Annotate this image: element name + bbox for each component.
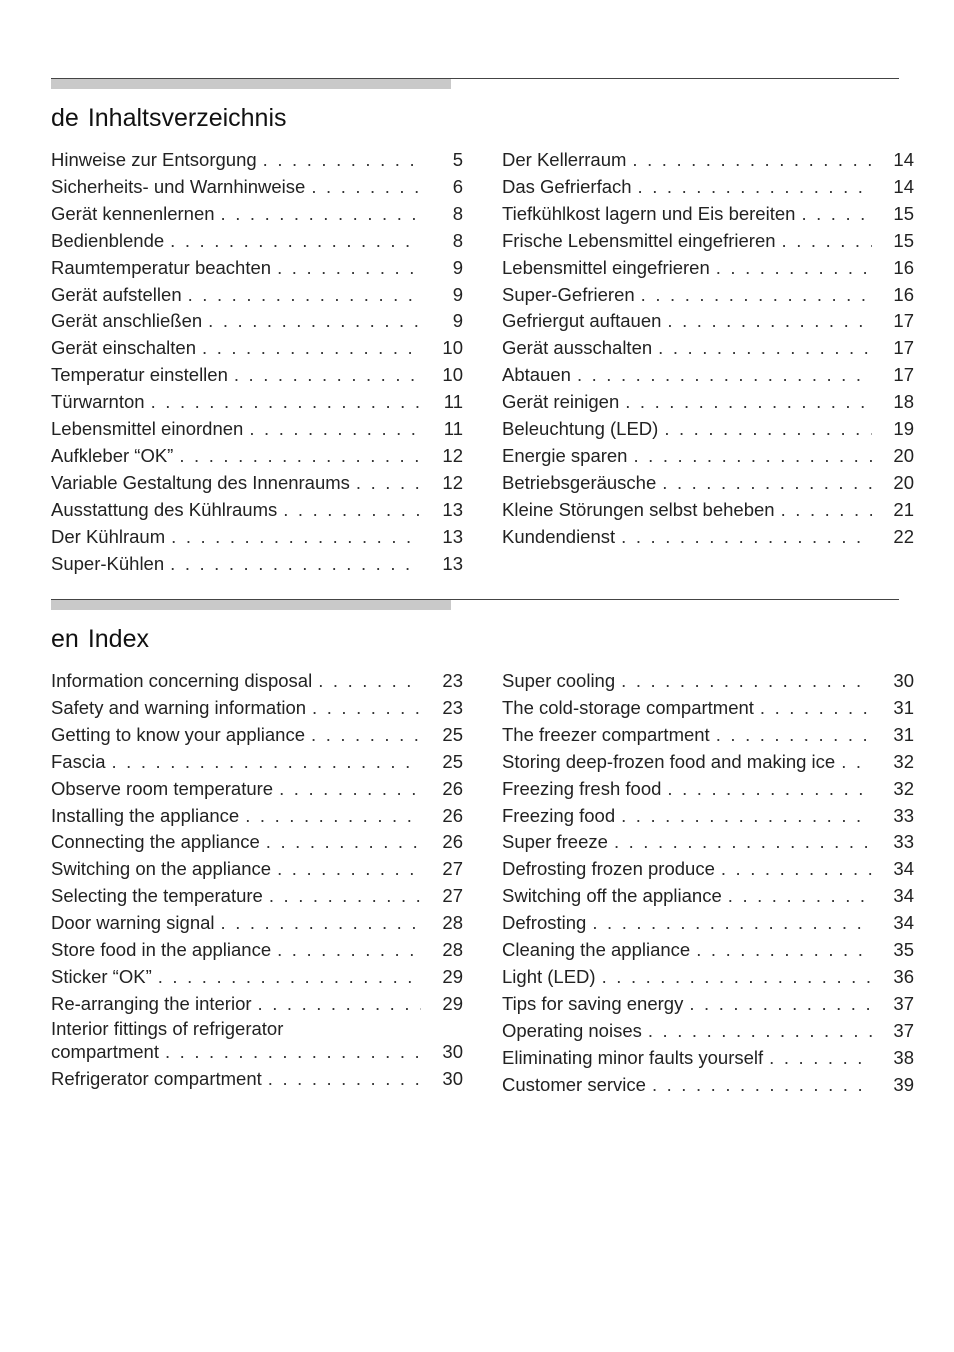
toc-entry-page: 22: [893, 525, 914, 547]
toc-entry-label: Kundendienst: [502, 525, 616, 547]
toc-entry[interactable]: [502, 416, 914, 443]
toc-entry[interactable]: [51, 937, 463, 964]
dot-leader: [263, 147, 421, 174]
toc-entry-page: 32: [893, 750, 914, 772]
toc-entry-page: 37: [893, 992, 914, 1014]
dot-leader: [664, 416, 872, 443]
dot-leader: [696, 937, 872, 964]
toc-entry-page: 8: [452, 202, 463, 224]
toc-entry[interactable]: [51, 416, 463, 443]
toc-entry-label: Bedienblende: [51, 229, 165, 251]
toc-entry-page: 27: [442, 885, 463, 907]
toc-entry-label: Store food in the appliance: [51, 939, 272, 961]
toc-entry-label: Gerät ausschalten: [502, 337, 653, 359]
toc-entry[interactable]: [51, 201, 463, 228]
toc-entry[interactable]: [502, 991, 914, 1018]
toc-entry[interactable]: [51, 443, 463, 470]
toc-entry-page: 39: [893, 1073, 914, 1095]
toc-entry[interactable]: [502, 443, 914, 470]
toc-entry-label: Ausstattung des Kühlraums: [51, 498, 278, 520]
dot-leader: [179, 443, 421, 470]
toc-entry-label: Super cooling: [502, 670, 616, 691]
toc-entry[interactable]: [502, 524, 914, 551]
toc-entry-page: 6: [452, 175, 463, 197]
toc-entry[interactable]: [502, 856, 914, 883]
toc-entry-page: 31: [893, 696, 914, 718]
toc-entry-label: Getting to know your appliance: [51, 723, 306, 745]
toc-entry-label: Türwarnton: [51, 391, 145, 413]
toc-entry[interactable]: [51, 362, 463, 389]
toc-entry-label: Energie sparen: [502, 444, 628, 466]
toc-entry[interactable]: [502, 174, 914, 201]
dot-leader: [689, 991, 872, 1018]
language-code: en: [51, 625, 79, 653]
toc-entry-label: Fascia: [51, 750, 106, 772]
toc-entry[interactable]: [502, 282, 914, 309]
dot-leader: [165, 1039, 421, 1066]
toc-entry[interactable]: [51, 668, 463, 695]
dot-leader: [249, 416, 421, 443]
toc-entry[interactable]: [51, 1017, 463, 1066]
dot-leader: [638, 174, 872, 201]
dot-leader: [258, 991, 421, 1018]
dot-leader: [202, 335, 421, 362]
toc-entry-label: Temperatur einstellen: [51, 364, 228, 386]
toc-entry[interactable]: [51, 335, 463, 362]
dot-leader: [782, 228, 872, 255]
dot-leader: [171, 524, 421, 551]
toc-entry[interactable]: [51, 856, 463, 883]
toc-entry[interactable]: [502, 228, 914, 255]
dot-leader: [781, 497, 872, 524]
toc-entry-page: 29: [442, 965, 463, 987]
toc-entry[interactable]: [51, 910, 463, 937]
dot-leader: [621, 668, 872, 695]
toc-entry[interactable]: [502, 937, 914, 964]
dot-leader: [621, 803, 872, 830]
toc-entry-label: Lebensmittel einordnen: [51, 418, 244, 440]
toc-entry-page: 13: [442, 498, 463, 520]
dot-leader: [266, 829, 421, 856]
toc-entry[interactable]: [502, 749, 914, 776]
section-heading: [51, 102, 899, 134]
toc-entry[interactable]: [51, 524, 463, 551]
toc-entry-page: 12: [442, 444, 463, 466]
dot-leader: [318, 668, 421, 695]
toc-entry-page: 9: [452, 256, 463, 278]
toc-entry[interactable]: [502, 335, 914, 362]
dot-leader: [234, 362, 421, 389]
toc-entry-label: Tips for saving energy: [502, 992, 684, 1014]
toc-entry-page: 14: [893, 175, 914, 197]
dot-leader: [170, 551, 421, 578]
section-title: Inhaltsverzeichnis: [87, 104, 287, 132]
dot-leader: [311, 722, 421, 749]
dot-leader: [662, 470, 872, 497]
toc-entry[interactable]: [502, 147, 914, 174]
toc-entry-label: Gerät einschalten: [51, 337, 197, 359]
toc-entry-page: 26: [442, 777, 463, 799]
toc-entry-page: 8: [452, 229, 463, 251]
toc-entry-label: Gerät aufstellen: [51, 283, 182, 305]
toc-entry-page: 38: [893, 1046, 914, 1068]
toc-entry-page: 17: [893, 337, 914, 359]
toc-entry-label: The cold-storage compartment: [502, 696, 754, 718]
toc-entry-page: 14: [893, 149, 914, 170]
section-rule: [51, 599, 899, 611]
section-rule: [51, 78, 899, 90]
dot-leader: [188, 282, 421, 309]
toc-entry[interactable]: [502, 1045, 914, 1072]
toc-entry[interactable]: [502, 308, 914, 335]
toc-entry-label: Hinweise zur Entsorgung: [51, 149, 257, 170]
toc-entry-label: Defrosting frozen produce: [502, 858, 715, 880]
toc-entry-page: 17: [893, 364, 914, 386]
toc-entry[interactable]: [51, 255, 463, 282]
dot-leader: [221, 910, 421, 937]
toc-entry-page: 5: [452, 149, 463, 170]
toc-entry-label: Das Gefrierfach: [502, 175, 632, 197]
toc-entry-page: 33: [893, 804, 914, 826]
toc-entry[interactable]: [502, 497, 914, 524]
dot-leader: [721, 856, 872, 883]
toc-entry[interactable]: [51, 228, 463, 255]
dot-leader: [221, 201, 421, 228]
toc-entry[interactable]: [502, 803, 914, 830]
dot-leader: [614, 829, 872, 856]
language-code: de: [51, 104, 79, 132]
toc-entry[interactable]: [51, 551, 463, 578]
toc-entry[interactable]: [502, 362, 914, 389]
toc-entry-page: 21: [893, 498, 914, 520]
toc-entry[interactable]: [51, 308, 463, 335]
toc-entry[interactable]: [51, 883, 463, 910]
toc-entry-page: 34: [893, 885, 914, 907]
toc-entry-label: Der Kellerraum: [502, 149, 627, 170]
toc-entry-label: Super-Gefrieren: [502, 283, 635, 305]
toc-entry[interactable]: [51, 695, 463, 722]
toc-entry-page: 19: [893, 418, 914, 440]
toc-entry-page: 16: [893, 283, 914, 305]
toc-entry-page: 10: [442, 364, 463, 386]
toc-entry-page: 15: [893, 229, 914, 251]
dot-leader: [592, 910, 872, 937]
toc-entry[interactable]: [51, 147, 463, 174]
toc-entry-page: 28: [442, 912, 463, 934]
toc-entry[interactable]: [51, 470, 463, 497]
toc-column-left: [51, 147, 463, 578]
toc-entry-page: 20: [893, 444, 914, 466]
toc-entry-label: Defrosting: [502, 912, 587, 934]
toc-entry[interactable]: [51, 829, 463, 856]
dot-leader: [716, 255, 872, 282]
dot-leader: [577, 362, 872, 389]
dot-leader: [311, 174, 421, 201]
toc-entry-page: 23: [442, 670, 463, 691]
dot-leader: [112, 749, 422, 776]
toc-section-en: [51, 599, 914, 1095]
dot-leader: [633, 443, 872, 470]
dot-leader: [769, 1045, 872, 1072]
dot-leader: [277, 255, 421, 282]
dot-leader: [312, 695, 421, 722]
dot-leader: [652, 1072, 872, 1099]
dot-leader: [170, 228, 421, 255]
toc-entry-page: 32: [893, 777, 914, 799]
toc-entry[interactable]: [502, 668, 914, 695]
toc-entry-page: 11: [443, 418, 463, 440]
dot-leader: [269, 883, 421, 910]
toc-entry-label: The freezer compartment: [502, 723, 710, 745]
toc-entry-label: Raumtemperatur beachten: [51, 256, 272, 278]
toc-entry-page: 35: [893, 939, 914, 961]
toc-entry-page: 30: [442, 1067, 463, 1089]
toc-entry-label: Aufkleber “OK”: [51, 444, 174, 466]
section-heading: [51, 623, 899, 655]
toc-entry[interactable]: [502, 910, 914, 937]
dot-leader: [728, 883, 872, 910]
toc-entry[interactable]: [51, 749, 463, 776]
toc-entry[interactable]: [502, 829, 914, 856]
toc-entry[interactable]: [51, 389, 463, 416]
toc-entry-label: Refrigerator compartment: [51, 1067, 262, 1089]
toc-entry-label: Beleuchtung (LED): [502, 418, 659, 440]
toc-entry-page: 30: [893, 670, 914, 691]
toc-entry-page: 12: [442, 471, 463, 493]
toc-entry-page: 29: [442, 992, 463, 1014]
toc-entry-page: 34: [893, 912, 914, 934]
toc-entry-label: Gerät reinigen: [502, 391, 620, 413]
toc-entry-page: 36: [893, 965, 914, 987]
toc-entry-page: 30: [442, 1040, 463, 1062]
toc-entry-page: 13: [442, 525, 463, 547]
toc-entry[interactable]: [502, 883, 914, 910]
toc-entry-label: Operating noises: [502, 1019, 642, 1041]
toc-entry-label: Kleine Störungen selbst beheben: [502, 498, 775, 520]
toc-entry-label: Sticker “OK”: [51, 965, 152, 987]
toc-entry[interactable]: [502, 776, 914, 803]
toc-entry-label: Interior fittings of refrigerator: [51, 1017, 284, 1039]
dot-leader: [841, 749, 872, 776]
toc-entry[interactable]: [51, 964, 463, 991]
toc-entry-label: Variable Gestaltung des Innenraums: [51, 471, 350, 493]
toc-entry-label: Information concerning disposal: [51, 670, 313, 691]
dot-leader: [760, 695, 872, 722]
toc-entry-page: 9: [452, 283, 463, 305]
toc-entry-page: 33: [893, 831, 914, 853]
toc-entry-page: 28: [442, 939, 463, 961]
dot-leader: [658, 335, 872, 362]
toc-entry-label: Storing deep-frozen food and making ice: [502, 750, 836, 772]
toc-entry[interactable]: [502, 470, 914, 497]
toc-entry[interactable]: [51, 722, 463, 749]
toc-entry-page: 26: [442, 831, 463, 853]
toc-entry-label: Switching on the appliance: [51, 858, 272, 880]
toc-entry-label: Cleaning the appliance: [502, 939, 691, 961]
toc-entry[interactable]: [51, 776, 463, 803]
dot-leader: [208, 308, 421, 335]
toc-entry-label: Abtauen: [502, 364, 571, 386]
toc-entry-label: Selecting the temperature: [51, 885, 263, 907]
dot-leader: [625, 389, 872, 416]
toc-entry-page: 25: [442, 723, 463, 745]
dot-leader: [632, 147, 872, 174]
toc-entry-label: Door warning signal: [51, 912, 215, 934]
dot-leader: [801, 201, 872, 228]
dot-leader: [621, 524, 872, 551]
toc-entry-label: Customer service: [502, 1073, 646, 1095]
dot-leader: [277, 856, 421, 883]
toc-entry-page: 18: [893, 391, 914, 413]
toc-entry-label: Gefriergut auftauen: [502, 310, 662, 332]
dot-leader: [667, 308, 872, 335]
toc-entry-label: Tiefkühlkost lagern und Eis bereiten: [502, 202, 796, 224]
toc-entry-label: Frische Lebensmittel eingefrieren: [502, 229, 776, 251]
toc-entry[interactable]: [502, 201, 914, 228]
toc-entry-page: 20: [893, 471, 914, 493]
toc-entry[interactable]: [502, 1018, 914, 1045]
toc-entry-label: Installing the appliance: [51, 804, 240, 826]
toc-entry[interactable]: [51, 282, 463, 309]
dot-leader: [602, 964, 872, 991]
toc-entry-page: 23: [442, 696, 463, 718]
toc-entry-label: Betriebsgeräusche: [502, 471, 657, 493]
dot-leader: [245, 803, 421, 830]
toc-entry-label: Gerät anschließen: [51, 310, 203, 332]
toc-entry-label: Light (LED): [502, 965, 596, 987]
section-title: Index: [87, 625, 149, 653]
toc-entry-label: Freezing food: [502, 804, 616, 826]
toc-entry-label: Connecting the appliance: [51, 831, 260, 853]
dot-leader: [277, 937, 421, 964]
toc-entry[interactable]: [502, 389, 914, 416]
toc-column-right: [502, 668, 914, 1099]
toc-entry-page: 31: [893, 723, 914, 745]
toc-entry-label: Super freeze: [502, 831, 608, 853]
toc-entry-page: 17: [893, 310, 914, 332]
toc-entry-page: 10: [442, 337, 463, 359]
toc-entry-page: 34: [893, 858, 914, 880]
toc-entry-page: 25: [442, 750, 463, 772]
dot-leader: [283, 497, 421, 524]
toc-entry-page: 27: [442, 858, 463, 880]
toc-entry-page: 26: [442, 804, 463, 826]
toc-entry-label-continued: compartment: [51, 1040, 159, 1062]
toc-entry-label: Safety and warning information: [51, 696, 307, 718]
toc-entry[interactable]: [51, 803, 463, 830]
dot-leader: [641, 282, 872, 309]
toc-entry-page: 13: [442, 552, 463, 574]
toc-entry-label: Switching off the appliance: [502, 885, 722, 907]
dot-leader: [158, 964, 421, 991]
toc-entry-label: Lebensmittel eingefrieren: [502, 256, 710, 278]
toc-entry-page: 15: [893, 202, 914, 224]
toc-entry[interactable]: [502, 695, 914, 722]
toc-column-left: [51, 668, 463, 1093]
dot-leader: [151, 389, 421, 416]
toc-entry[interactable]: [51, 174, 463, 201]
toc-entry-page: 37: [893, 1019, 914, 1041]
toc-entry-page: 16: [893, 256, 914, 278]
toc-entry-label: Gerät kennenlernen: [51, 202, 215, 224]
toc-entry-label: Eliminating minor faults yourself: [502, 1046, 764, 1068]
toc-entry[interactable]: [51, 991, 463, 1018]
toc-column-right: [502, 147, 914, 551]
dot-leader: [648, 1018, 872, 1045]
toc-entry-label: Super-Kühlen: [51, 552, 165, 574]
dot-leader: [279, 776, 421, 803]
toc-entry-page: 9: [452, 310, 463, 332]
toc-section-de: [51, 78, 914, 574]
toc-entry[interactable]: [51, 497, 463, 524]
toc-entry[interactable]: [502, 964, 914, 991]
toc-entry[interactable]: [502, 722, 914, 749]
dot-leader: [716, 722, 872, 749]
toc-entry-label: Observe room temperature: [51, 777, 274, 799]
toc-entry[interactable]: [502, 255, 914, 282]
toc-entry[interactable]: [51, 1066, 463, 1093]
toc-entry-label: Freezing fresh food: [502, 777, 662, 799]
toc-entry-label: Der Kühlraum: [51, 525, 166, 547]
toc-entry[interactable]: [502, 1072, 914, 1099]
toc-entry-page: 11: [443, 391, 463, 413]
dot-leader: [268, 1066, 421, 1093]
dot-leader: [356, 470, 421, 497]
toc-entry-label: Sicherheits- und Warnhinweise: [51, 175, 306, 197]
toc-entry-label: Re-arranging the interior: [51, 992, 252, 1014]
dot-leader: [667, 776, 872, 803]
